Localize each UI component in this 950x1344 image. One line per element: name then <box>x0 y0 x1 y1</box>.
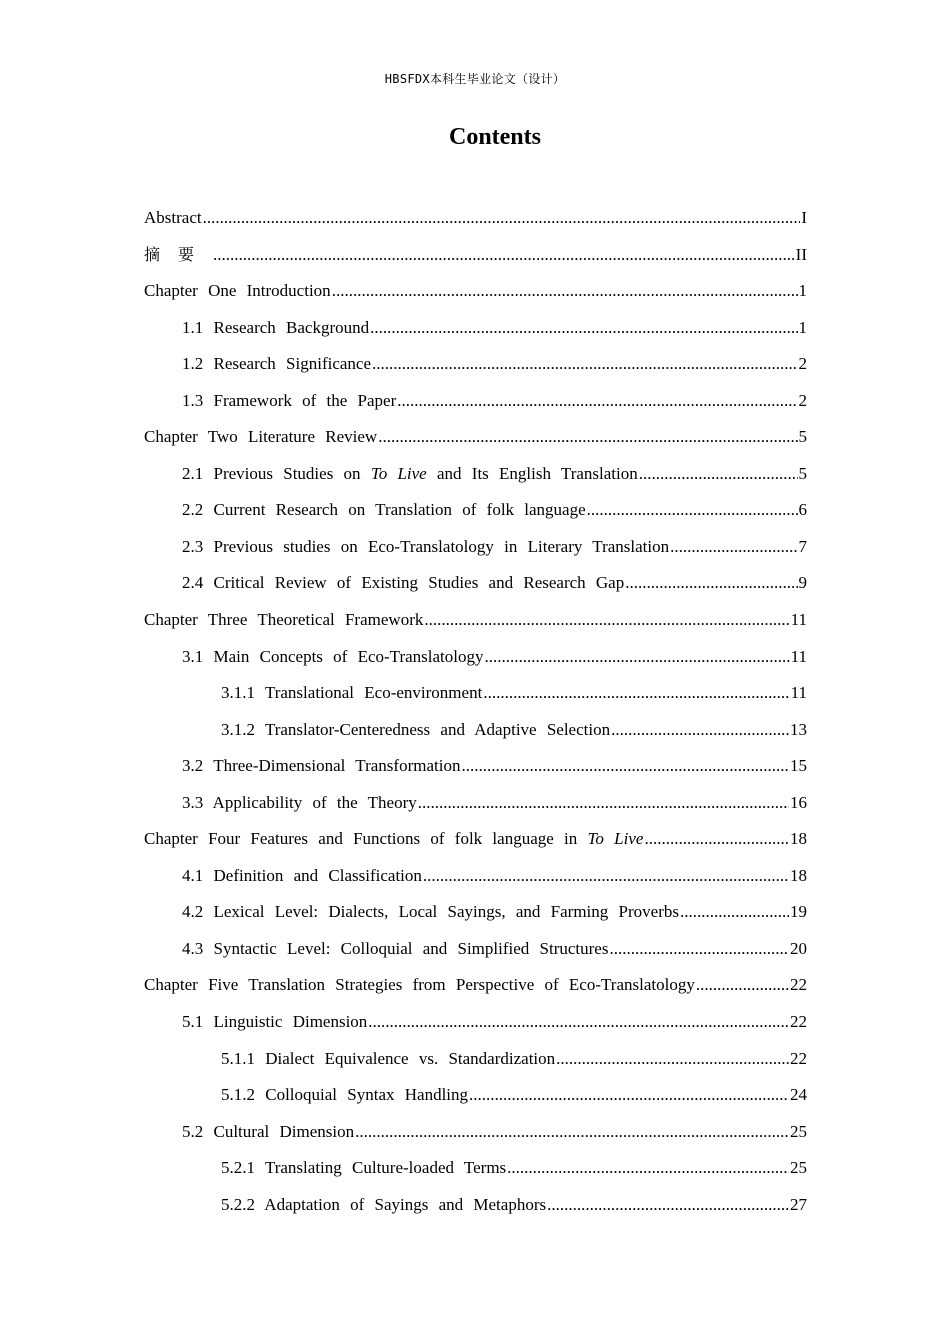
toc-entry-title-part: Chapter Two Literature Review <box>144 427 378 447</box>
toc-page-number: 1 <box>798 281 807 301</box>
toc-entry-title <box>144 200 202 237</box>
toc-entry-title-part: 2.2 Current Research on Translation of folk language <box>182 500 586 520</box>
toc-page-number: 11 <box>790 683 807 703</box>
toc-entry-title-part: Chapter Three Theoretical Framework <box>144 610 424 630</box>
toc-entry-title-part: 5.2.1 Translating Culture-loaded Terms <box>221 1158 507 1178</box>
toc-page-number: I <box>801 208 807 227</box>
toc-page-number: 27 <box>790 1194 807 1214</box>
toc-entry-title-part: 5.1.2 Colloquial Syntax Handling <box>221 1085 469 1105</box>
toc-entry[interactable] <box>144 310 807 347</box>
toc-page-number: 18 <box>790 865 807 885</box>
toc-dot-leader <box>370 310 797 347</box>
toc-entry-title-part: Chapter Five Translation Strategies from Perspective of Eco-Translatology <box>144 975 695 995</box>
toc-entry-title-italic: To Live <box>587 829 644 849</box>
toc-dot-leader <box>213 237 795 274</box>
toc-page-number: 20 <box>790 938 807 958</box>
toc-entry[interactable] <box>144 1187 807 1224</box>
toc-page-number: 7 <box>798 536 807 556</box>
toc-entry-title-part: 4.1 Definition and Classification <box>182 865 422 885</box>
toc-entry-title <box>144 237 212 274</box>
toc-page-number: 13 <box>790 719 807 739</box>
toc-dot-leader <box>332 273 798 310</box>
toc-page-number: 1 <box>798 317 807 337</box>
toc-entry-title-part: Chapter Four Features and Functions of folk language in <box>144 829 588 849</box>
toc-entry-title <box>182 1004 367 1041</box>
toc-dot-leader <box>644 821 789 858</box>
toc-dot-leader <box>625 565 797 602</box>
toc-dot-leader <box>368 1004 789 1041</box>
toc-dot-leader <box>423 858 789 895</box>
table-of-contents <box>144 200 807 1223</box>
toc-page-number: 5 <box>798 463 807 483</box>
toc-entry[interactable] <box>144 346 807 383</box>
running-header: HBSFDX本科生毕业论文（设计） <box>384 72 566 86</box>
toc-entry[interactable] <box>144 1041 807 1078</box>
toc-dot-leader <box>547 1187 789 1224</box>
toc-entry-title-part: 2.3 Previous studies on Eco-Translatology in Literary Translation <box>182 536 670 556</box>
toc-entry-title <box>144 821 643 858</box>
toc-entry-title <box>182 1114 354 1151</box>
toc-entry-title <box>144 967 695 1004</box>
toc-page-number: 22 <box>790 1048 807 1068</box>
toc-page-number: II <box>795 244 807 264</box>
toc-dot-leader <box>203 200 801 237</box>
toc-entry-title <box>182 858 422 895</box>
toc-entry-title <box>182 492 586 529</box>
toc-entry[interactable] <box>144 785 807 822</box>
toc-entry-title <box>182 894 679 931</box>
toc-page-number: 22 <box>790 1012 807 1032</box>
toc-entry-title-italic: To Live <box>370 463 427 483</box>
toc-entry[interactable] <box>144 821 807 858</box>
page-title: Contents <box>448 124 541 150</box>
toc-entry-title <box>182 346 371 383</box>
toc-dot-leader <box>397 383 797 420</box>
toc-entry-title-part: 3.1.2 Translator-Centeredness and Adaptive Selection <box>221 719 611 739</box>
toc-entry[interactable] <box>144 1077 807 1114</box>
toc-entry[interactable] <box>144 456 807 493</box>
toc-dot-leader <box>418 785 789 822</box>
toc-entry-title <box>182 639 483 676</box>
toc-dot-leader <box>680 894 789 931</box>
toc-entry-title-part: 2.4 Critical Review of Existing Studies and Research Gap <box>182 573 625 593</box>
toc-entry-title <box>182 785 417 822</box>
toc-page-number: 19 <box>790 902 807 922</box>
toc-page-number: 25 <box>790 1158 807 1178</box>
toc-entry-title <box>144 419 377 456</box>
toc-entry[interactable] <box>144 931 807 968</box>
toc-page-number: 6 <box>798 500 807 520</box>
toc-dot-leader <box>483 675 789 712</box>
toc-entry-title <box>221 1187 546 1224</box>
toc-entry-title <box>182 565 624 602</box>
toc-entry-title-part: 4.2 Lexical Level: Dialects, Local Sayings, and Farming Proverbs <box>182 902 679 922</box>
toc-entry[interactable] <box>144 967 807 1004</box>
toc-entry-title <box>182 931 608 968</box>
toc-entry-title-part: 3.1 Main Concepts of Eco-Translatology <box>182 646 484 666</box>
toc-entry-title-part: 3.1.1 Translational Eco-environment <box>221 683 483 703</box>
toc-entry-title-part: 5.1 Linguistic Dimension <box>182 1012 368 1032</box>
toc-entry-title-part: 1.1 Research Background <box>182 317 370 337</box>
toc-page-number: 15 <box>790 756 807 776</box>
toc-entry-title <box>182 383 396 420</box>
toc-entry[interactable] <box>144 712 807 749</box>
toc-dot-leader <box>469 1077 789 1114</box>
toc-entry-title-part: 5.2.2 Adaptation of Sayings and Metaphors <box>221 1194 547 1214</box>
toc-entry-title-part: 4.3 Syntactic Level: Colloquial and Simplified Structures <box>182 938 609 958</box>
toc-entry-title-part: 5.2 Cultural Dimension <box>182 1121 355 1141</box>
toc-entry-title-part: 1.3 Framework of the Paper <box>182 390 397 410</box>
toc-page-number: 22 <box>790 975 807 995</box>
toc-page-number: 16 <box>790 792 807 812</box>
toc-entry-title <box>182 310 369 347</box>
toc-page-number: 9 <box>798 573 807 593</box>
toc-dot-leader <box>507 1150 789 1187</box>
toc-entry-title <box>221 675 482 712</box>
toc-dot-leader <box>556 1041 789 1078</box>
toc-entry[interactable] <box>144 419 807 456</box>
toc-entry-title-part: 5.1.1 Dialect Equivalence vs. Standardization <box>221 1048 556 1068</box>
toc-dot-leader <box>639 456 798 493</box>
toc-page-number: 11 <box>790 610 807 630</box>
toc-entry[interactable] <box>144 273 807 310</box>
toc-page-number: 2 <box>798 390 807 410</box>
toc-entry[interactable] <box>144 383 807 420</box>
toc-entry[interactable] <box>144 200 807 237</box>
toc-entry[interactable] <box>144 237 807 274</box>
toc-entry-title-part: Abstract <box>144 208 202 227</box>
toc-entry-title-part: 1.2 Research Significance <box>182 354 372 374</box>
toc-dot-leader <box>484 639 789 676</box>
toc-entry[interactable] <box>144 529 807 566</box>
toc-page-number: 25 <box>790 1121 807 1141</box>
toc-entry-title <box>221 1041 555 1078</box>
toc-entry[interactable] <box>144 565 807 602</box>
toc-dot-leader <box>696 967 789 1004</box>
toc-page-number: 18 <box>790 829 807 849</box>
toc-entry-title-part: 3.2 Three-Dimensional Transformation <box>182 756 461 776</box>
toc-entry[interactable] <box>144 1004 807 1041</box>
toc-entry-title-part: 2.1 Previous Studies on <box>182 463 371 483</box>
toc-dot-leader <box>372 346 797 383</box>
toc-entry[interactable] <box>144 602 807 639</box>
toc-page-number: 24 <box>790 1085 807 1105</box>
toc-entry[interactable] <box>144 858 807 895</box>
toc-entry[interactable] <box>144 1114 807 1151</box>
toc-entry-title <box>144 273 331 310</box>
toc-entry-title <box>221 712 610 749</box>
toc-entry[interactable] <box>144 1150 807 1187</box>
toc-entry-title-part: 摘要 <box>144 244 213 264</box>
toc-dot-leader <box>355 1114 789 1151</box>
toc-page-number: 2 <box>798 354 807 374</box>
toc-entry[interactable] <box>144 894 807 931</box>
toc-entry[interactable] <box>144 639 807 676</box>
toc-dot-leader <box>424 602 789 639</box>
toc-entry-title-part: Chapter One Introduction <box>144 281 331 301</box>
toc-dot-leader <box>587 492 798 529</box>
toc-entry[interactable] <box>144 675 807 712</box>
toc-entry[interactable] <box>144 492 807 529</box>
toc-entry-title <box>182 529 669 566</box>
toc-dot-leader <box>378 419 797 456</box>
toc-dot-leader <box>461 748 789 785</box>
toc-entry-title-part: and Its English Translation <box>426 463 638 483</box>
toc-page-number: 11 <box>790 646 807 666</box>
toc-entry-title <box>182 456 638 493</box>
toc-entry-title <box>144 602 423 639</box>
toc-entry-title <box>221 1077 468 1114</box>
toc-entry-title-part: 3.3 Applicability of the Theory <box>182 792 417 812</box>
toc-dot-leader <box>609 931 789 968</box>
toc-dot-leader <box>670 529 797 566</box>
toc-dot-leader <box>611 712 789 749</box>
toc-page-number: 5 <box>798 427 807 447</box>
toc-entry-title <box>221 1150 506 1187</box>
toc-entry[interactable] <box>144 748 807 785</box>
toc-entry-title <box>182 748 460 785</box>
